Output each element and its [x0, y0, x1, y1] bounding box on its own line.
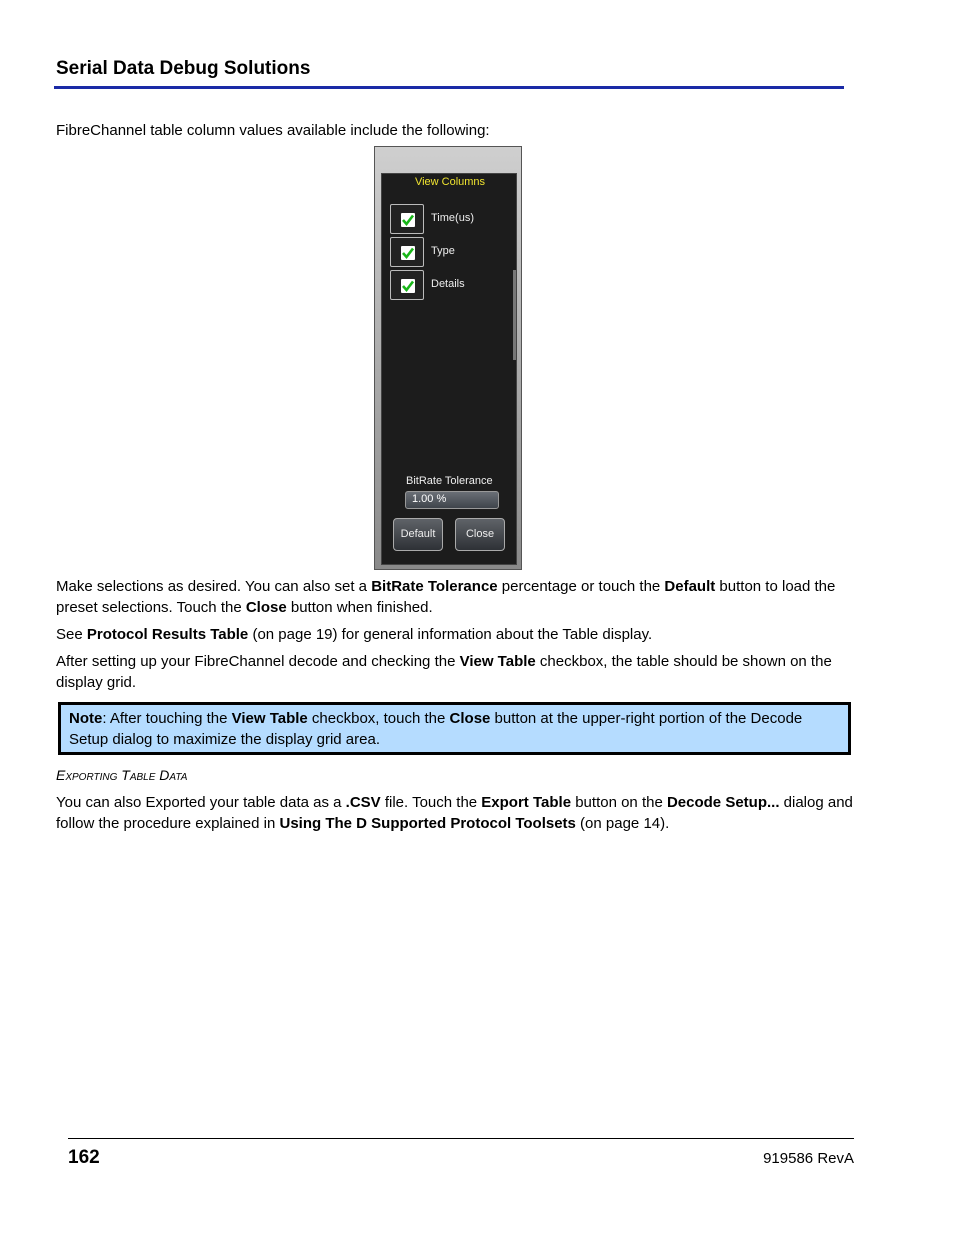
text: button when finished.: [286, 599, 433, 616]
cross-reference-link[interactable]: Using The D Supported Protocol Toolsets: [279, 815, 576, 832]
header-title: Serial Data Debug Solutions: [56, 58, 311, 79]
bold-text: View Table: [459, 653, 536, 670]
text: (on page 19) for general information about the Table display.: [248, 626, 653, 643]
bold-text: Export Table: [481, 794, 572, 811]
text: checkbox, the table should be shown on the display grid.: [56, 653, 832, 691]
checkmark-icon: [401, 213, 415, 227]
dialog-scrollbar[interactable]: [513, 270, 516, 360]
paragraph-selections: [56, 576, 856, 618]
text: (on page 14).: [575, 815, 670, 832]
checkbox-label: Type: [431, 245, 455, 257]
text: You can also Exported your table data as a: [56, 794, 346, 811]
text: button to load the preset selections. Touch the: [56, 578, 836, 616]
note-label: Note: [69, 710, 103, 727]
text: checkbox, touch the: [307, 710, 450, 727]
footer-rule: [68, 1138, 854, 1139]
text: : After touching the: [102, 710, 232, 727]
paragraph-see-also: [56, 624, 856, 645]
document-id: 919586 RevA: [763, 1150, 854, 1167]
text: Make selections as desired. You can also set a: [56, 578, 372, 595]
header-rule: [54, 86, 844, 89]
bold-text: .CSV: [345, 794, 381, 811]
checkbox-frame[interactable]: [390, 237, 424, 267]
note-box: [58, 702, 851, 755]
bitrate-tolerance-label: BitRate Tolerance: [406, 475, 493, 487]
section-heading: Exporting Table Data: [56, 767, 188, 783]
text: dialog and follow the procedure explained in: [56, 794, 853, 832]
checkmark-icon: [401, 279, 415, 293]
bold-text: Decode Setup...: [666, 794, 780, 811]
default-button[interactable]: Default: [393, 518, 443, 551]
text: file. Touch the: [380, 794, 482, 811]
bold-text: BitRate Tolerance: [371, 578, 498, 595]
cross-reference-link[interactable]: Protocol Results Table: [86, 626, 249, 643]
text: After setting up your FibreChannel decode and checking the: [56, 653, 460, 670]
page-number: 162: [68, 1147, 100, 1168]
dialog-title: View Columns: [414, 176, 486, 188]
bold-text: Close: [245, 599, 287, 616]
text: See: [56, 626, 87, 643]
checkmark-icon: [401, 246, 415, 260]
checkbox-label: Details: [431, 278, 465, 290]
paragraph-export: [56, 792, 856, 834]
bold-text: Default: [664, 578, 716, 595]
checkbox-frame[interactable]: [390, 270, 424, 300]
text: button at the upper-right portion of the Decode Setup dialog to maximize the display grid area.: [69, 710, 803, 748]
dialog-panel: [381, 173, 517, 565]
checkbox-frame[interactable]: [390, 204, 424, 234]
bold-text: Close: [449, 710, 491, 727]
bitrate-tolerance-input[interactable]: 1.00 %: [405, 491, 499, 509]
paragraph-view-table: [56, 651, 856, 693]
text: percentage or touch the: [497, 578, 665, 595]
view-columns-dialog: [374, 146, 522, 570]
intro-paragraph: FibreChannel table column values available include the following:: [56, 122, 490, 139]
text: button on the: [571, 794, 667, 811]
checkbox-label: Time(us): [431, 212, 474, 224]
close-button[interactable]: Close: [455, 518, 505, 551]
bold-text: View Table: [231, 710, 308, 727]
